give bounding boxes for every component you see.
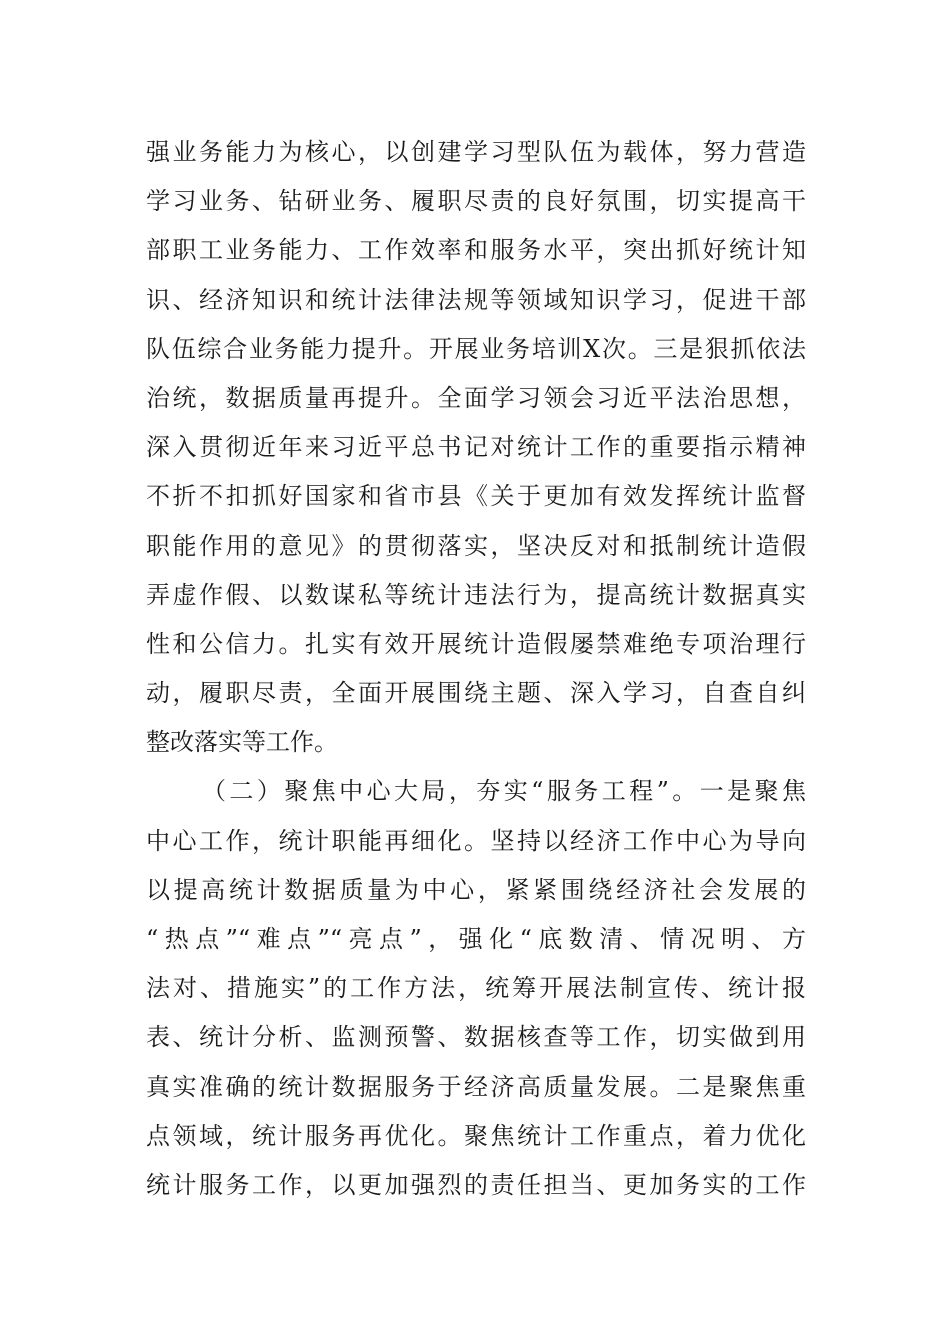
text-line: 点领域，统计服务再优化。聚焦统计工作重点，着力优化 xyxy=(146,1121,806,1150)
text-line: 中心工作，统计职能再细化。坚持以经济工作中心为导向 xyxy=(146,826,806,855)
text-line: “热点”“难点”“亮点”，强化“底数清、情况明、方 xyxy=(146,925,806,953)
text-line: 职能作用的意见》的贯彻落实，坚决反对和抵制统计造假 xyxy=(146,531,806,560)
text-line: 治统，数据质量再提升。全面学习领会习近平法治思想， xyxy=(146,383,806,412)
text-line: 识、经济知识和统计法律法规等领域知识学习，促进干部 xyxy=(146,285,806,314)
text-line: （二）聚焦中心大局，夯实“服务工程”。一是聚焦 xyxy=(202,777,806,806)
body-text xyxy=(146,128,806,1210)
text-line: 法对、措施实”的工作方法，统筹开展法制宣传、统计报 xyxy=(146,974,806,1003)
text-line: 整改落实等工作。 xyxy=(146,728,338,757)
text-line: 强业务能力为核心，以创建学习型队伍为载体，努力营造 xyxy=(146,138,806,166)
text-line: 弄虚作假、以数谋私等统计违法行为，提高统计数据真实 xyxy=(146,580,806,609)
text-line: 真实准确的统计数据服务于经济高质量发展。二是聚焦重 xyxy=(146,1072,806,1101)
text-line: 学习业务、钻研业务、履职尽责的良好氛围，切实提高干 xyxy=(146,187,806,216)
text-line: 深入贯彻近年来习近平总书记对统计工作的重要指示精神 xyxy=(146,433,806,462)
paragraph-1 xyxy=(146,128,806,767)
text-line: 性和公信力。扎实有效开展统计造假屡禁难绝专项治理行 xyxy=(146,629,806,658)
text-line: 不折不扣抓好国家和省市县《关于更加有效发挥统计监督 xyxy=(146,482,806,511)
text-line: 以提高统计数据质量为中心，紧紧围绕经济社会发展的 xyxy=(146,875,806,904)
text-line: 部职工业务能力、工作效率和服务水平，突出抓好统计知 xyxy=(146,236,806,265)
text-line: 队伍综合业务能力提升。开展业务培训X次。三是狠抓依法 xyxy=(146,334,806,363)
text-line: 动，履职尽责，全面开展围绕主题、深入学习，自查自纠 xyxy=(146,679,806,708)
text-line: 统计服务工作，以更加强烈的责任担当、更加务实的工作 xyxy=(146,1170,806,1199)
text-line: 表、统计分析、监测预警、数据核查等工作，切实做到用 xyxy=(146,1023,806,1052)
paragraph-2 xyxy=(146,767,806,1210)
